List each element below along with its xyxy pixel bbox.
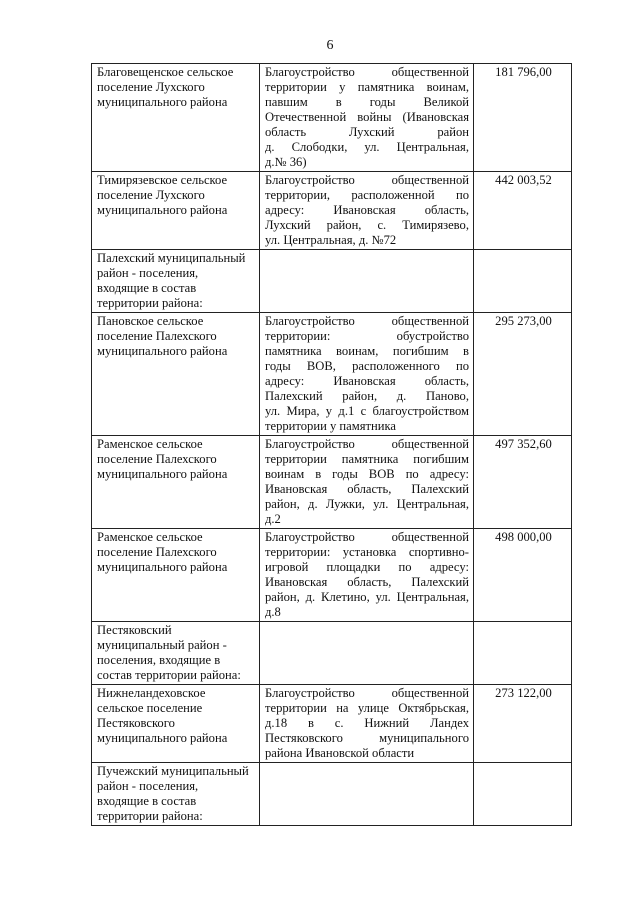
- description-line: д. Слободки, ул. Центральная,: [265, 140, 469, 154]
- description-line: Благоустройство общественной: [265, 437, 469, 451]
- settlement-name-line: муниципальный район -: [97, 638, 227, 652]
- settlement-name-line: территории района:: [97, 296, 203, 310]
- description-line: Благоустройство общественной: [265, 65, 469, 79]
- settlement-name-cell: [92, 763, 260, 826]
- amount-cell: [474, 763, 572, 826]
- description-line: адресу: Ивановская область,: [265, 374, 469, 388]
- settlement-name-line: поселение Палехского: [97, 329, 217, 343]
- description-cell: [260, 250, 474, 313]
- settlement-name-line: Пестяковский: [97, 623, 172, 637]
- description-line: территории: обустройство: [265, 329, 469, 343]
- description-line: район, д. Клетино, ул. Центральная,: [265, 590, 469, 604]
- description-cell: [260, 313, 474, 436]
- description-line: павшим в годы Великой: [265, 95, 469, 109]
- settlement-name-line: поселение Палехского: [97, 452, 217, 466]
- description-line: Благоустройство общественной: [265, 314, 469, 328]
- settlement-name-line: муниципального района: [97, 203, 228, 217]
- amount-value: 295 273,00: [495, 314, 552, 328]
- settlement-name-line: Раменское сельское: [97, 437, 203, 451]
- table-row: [92, 172, 572, 250]
- settlement-name-line: состав территории района:: [97, 668, 241, 682]
- description-line: д.18 в с. Нижний Ландех: [265, 716, 469, 730]
- settlement-name-cell: [92, 685, 260, 763]
- settlements-table: [91, 63, 572, 826]
- settlement-name-line: поселение Лухского: [97, 80, 205, 94]
- amount-cell: [474, 436, 572, 529]
- settlement-name-line: входящие в состав: [97, 794, 197, 808]
- description-cell: [260, 172, 474, 250]
- amount-value: 498 000,00: [495, 530, 552, 544]
- description-line: района Ивановской области: [265, 746, 415, 760]
- amount-value: 273 122,00: [495, 686, 552, 700]
- settlement-name-line: территории района:: [97, 809, 203, 823]
- settlement-name-line: поселения, входящие в: [97, 653, 221, 667]
- settlement-name-line: поселение Лухского: [97, 188, 205, 202]
- settlement-name-line: муниципального района: [97, 731, 228, 745]
- settlement-name-line: сельское поселение: [97, 701, 203, 715]
- settlement-name-cell: [92, 622, 260, 685]
- table-row: [92, 250, 572, 313]
- description-line: д.8: [265, 605, 281, 619]
- page-number: 6: [326, 38, 334, 53]
- description-line: игровой площадки по адресу:: [265, 560, 469, 574]
- amount-value: 181 796,00: [495, 65, 552, 79]
- description-line: Палехский район, д. Паново,: [265, 389, 469, 403]
- description-line: адресу: Ивановская область,: [265, 203, 469, 217]
- table-row: [92, 685, 572, 763]
- description-line: памятника воинам, погибшим в: [265, 344, 469, 358]
- description-cell: [260, 763, 474, 826]
- description-line: территории памятника погибшим: [265, 452, 469, 466]
- description-line: территории на улице Октябрьская,: [265, 701, 469, 715]
- settlement-name-line: Пестяковского: [97, 716, 175, 730]
- description-line: ул. Центральная, д. №72: [265, 233, 397, 247]
- amount-value: 442 003,52: [495, 173, 552, 187]
- description-line: Ивановская область, Палехский: [265, 575, 469, 589]
- description-line: Благоустройство общественной: [265, 686, 469, 700]
- description-line: территории у памятника воинам,: [265, 80, 469, 94]
- description-line: Ивановская область, Палехский: [265, 482, 469, 496]
- description-line: воинам в годы ВОВ по адресу:: [265, 467, 469, 481]
- amount-cell: [474, 622, 572, 685]
- settlement-name-line: поселение Палехского: [97, 545, 217, 559]
- description-line: территории у памятника: [265, 419, 397, 433]
- settlement-name-line: входящие в состав: [97, 281, 197, 295]
- settlement-name-line: район - поселения,: [97, 266, 199, 280]
- settlement-name-line: Палехский муниципальный: [97, 251, 246, 265]
- table-row: [92, 313, 572, 436]
- settlement-name-line: Пучежский муниципальный: [97, 764, 249, 778]
- description-line: Благоустройство общественной: [265, 530, 469, 544]
- settlement-name-cell: [92, 172, 260, 250]
- description-line: д.№ 36): [265, 155, 307, 169]
- description-line: Благоустройство общественной: [265, 173, 469, 187]
- settlement-name-line: Тимирязевское сельское: [97, 173, 228, 187]
- description-cell: [260, 64, 474, 172]
- settlement-name-cell: [92, 64, 260, 172]
- table-row: [92, 529, 572, 622]
- amount-cell: [474, 685, 572, 763]
- settlement-name-cell: [92, 529, 260, 622]
- description-line: годы ВОВ, расположенного по: [265, 359, 469, 373]
- description-cell: [260, 529, 474, 622]
- amount-cell: [474, 64, 572, 172]
- settlement-name-line: муниципального района: [97, 560, 228, 574]
- settlement-name-line: Раменское сельское: [97, 530, 203, 544]
- description-line: область Лухский район: [265, 125, 469, 139]
- settlement-name-cell: [92, 313, 260, 436]
- table-row: [92, 436, 572, 529]
- description-cell: [260, 436, 474, 529]
- amount-cell: [474, 172, 572, 250]
- description-line: д.2: [265, 512, 281, 526]
- amount-cell: [474, 250, 572, 313]
- description-line: территории, расположенной по: [265, 188, 469, 202]
- description-line: Отечественной войны (Ивановская: [265, 110, 469, 124]
- description-line: ул. Мира, у д.1 с благоустройством: [265, 404, 469, 418]
- settlement-name-cell: [92, 250, 260, 313]
- description-cell: [260, 622, 474, 685]
- table-row: [92, 763, 572, 826]
- table-body: [92, 64, 572, 826]
- description-line: Лухский район, с. Тимирязево,: [265, 218, 469, 232]
- description-cell: [260, 685, 474, 763]
- amount-value: 497 352,60: [495, 437, 552, 451]
- table-row: [92, 64, 572, 172]
- settlement-name-line: Благовещенское сельское: [97, 65, 234, 79]
- settlement-name-line: муниципального района: [97, 467, 228, 481]
- amount-cell: [474, 313, 572, 436]
- settlement-name-line: Пановское сельское: [97, 314, 204, 328]
- description-line: территории: установка спортивно-: [265, 545, 469, 559]
- description-line: район, д. Лужки, ул. Центральная,: [265, 497, 469, 511]
- table-row: [92, 622, 572, 685]
- settlement-name-line: муниципального района: [97, 95, 228, 109]
- settlement-name-line: муниципального района: [97, 344, 228, 358]
- settlement-name-line: Нижнеландеховское: [97, 686, 206, 700]
- settlement-name-cell: [92, 436, 260, 529]
- description-line: Пестяковского муниципального: [265, 731, 469, 745]
- settlement-name-line: район - поселения,: [97, 779, 199, 793]
- amount-cell: [474, 529, 572, 622]
